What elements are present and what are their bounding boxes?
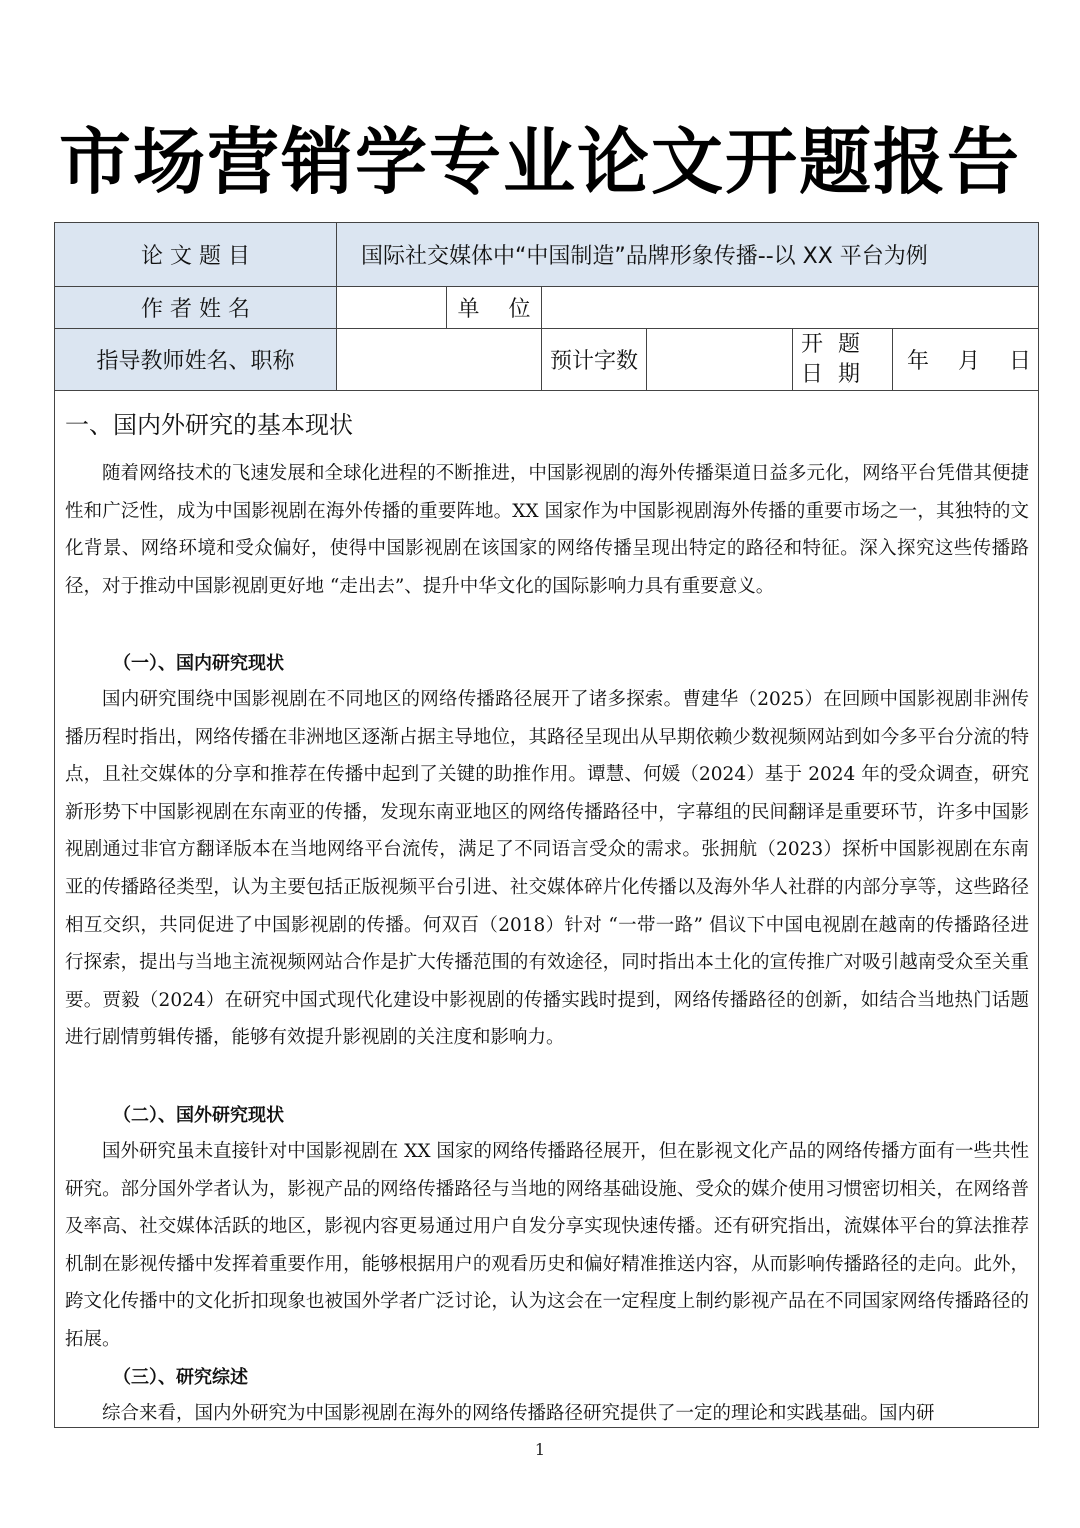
- intro-paragraph: 随着网络技术的飞速发展和全球化进程的不断推进，中国影视剧的海外传播渠道日益多元化，网络平台凭借其便捷性和广泛性，成为中国影视剧在海外传播的重要阵地。XX 国家作为中国影视剧海外传播的重要市场之一，其独特的文化背景、网络环境和受众偏好，使得中国影视剧在该国家的网络传播呈现出特定的路径和特征。深入探究这些传播路径，对于推动中国影视剧更好地 “走出去”、提升中华文化的国际影响力具有重要意义。: [65, 463, 1029, 597]
- thesis-title-label: 论 文 题 目: [55, 223, 337, 287]
- domestic-research-heading: （一）、国内研究现状: [113, 653, 284, 674]
- start-date-value: 年 月 日: [893, 329, 1038, 391]
- advisor-value: [337, 329, 542, 391]
- word-count-value: [647, 329, 793, 391]
- research-status-section: [55, 391, 1038, 1427]
- page-number: 1: [534, 1440, 546, 1459]
- domestic-research-paragraph: 国内研究围绕中国影视剧在不同地区的网络传播路径展开了诸多探索。曹建华（2025）在回顾中国影视剧非洲传播历程时指出，网络传播在非洲地区逐渐占据主导地位，其路径呈现出从早期依赖少数视频网站到如今多平台分流的特点，且社交媒体的分享和推荐在传播中起到了关键的助推作用。谭慧、何媛（2024）基于 2024 年的受众调查，研究新形势下中国影视剧在东南亚的传播，发现东南亚地区的网络传播路径中，字幕组的民间翻译是重要环节，许多中国影视剧通过非官方翻译版本在当地网络平台流传，满足了不同语言受众的需求。张拥航（2023）探析中国影视剧在东南亚的传播路径类型，认为主要包括正版视频平台引进、社交媒体碎片化传播以及海外华人社群的内部分享等，这些路径相互交织，共同促进了中国影视剧的传播。何双百（2018）针对 “一带一路” 倡议下中国电视剧在越南的传播路径进行探索，提出与当地主流视频网站合作是扩大传播范围的有效途径，同时指出本土化的宣传推广对吸引越南受众至关重要。贾毅（2024）在研究中国式现代化建设中影视剧的传播实践时提到，网络传播路径的创新，如结合当地热门话题进行剧情剪辑传播，能够有效提升影视剧的关注度和影响力。: [65, 689, 1029, 1049]
- start-date-label: 开 题 日 期: [793, 329, 893, 391]
- summary-paragraph: 综合来看，国内外研究为中国影视剧在海外的网络传播路径研究提供了一定的理论和实践基础。国内研: [102, 1403, 935, 1424]
- foreign-research-paragraph: 国外研究虽未直接针对中国影视剧在 XX 国家的网络传播路径展开，但在影视文化产品的网络传播方面有一些共性研究。部分国外学者认为，影视产品的网络传播路径与当地的网络基础设施、受众的媒介使用习惯密切相关，在网络普及率高、社交媒体活跃的地区，影视内容更易通过用户自发分享实现快速传播。还有研究指出，流媒体平台的算法推荐机制在影视传播中发挥着重要作用，能够根据用户的观看历史和偏好精准推送内容，从而影响传播路径的走向。此外，跨文化传播中的文化折扣现象也被国外学者广泛讨论，认为这会在一定程度上制约影视产品在不同国家网络传播路径的拓展。: [65, 1141, 1029, 1350]
- unit-label: 单 位: [447, 287, 542, 329]
- section-heading: 一、国内外研究的基本现状: [65, 411, 353, 439]
- unit-value: [542, 287, 1038, 329]
- thesis-title-value: 国际社交媒体中“中国制造”品牌形象传播--以 XX 平台为例: [337, 223, 1038, 287]
- proposal-form: [54, 222, 1039, 1428]
- word-count-label: 预计字数: [542, 329, 647, 391]
- foreign-research-heading: （二）、国外研究现状: [113, 1105, 284, 1126]
- summary-heading: （三）、研究综述: [113, 1367, 248, 1388]
- author-label: 作 者 姓 名: [55, 287, 337, 329]
- advisor-label: 指导教师姓名、职称: [55, 329, 337, 391]
- author-value: [337, 287, 447, 329]
- document-title: 市场营销学专业论文开题报告: [58, 120, 1021, 204]
